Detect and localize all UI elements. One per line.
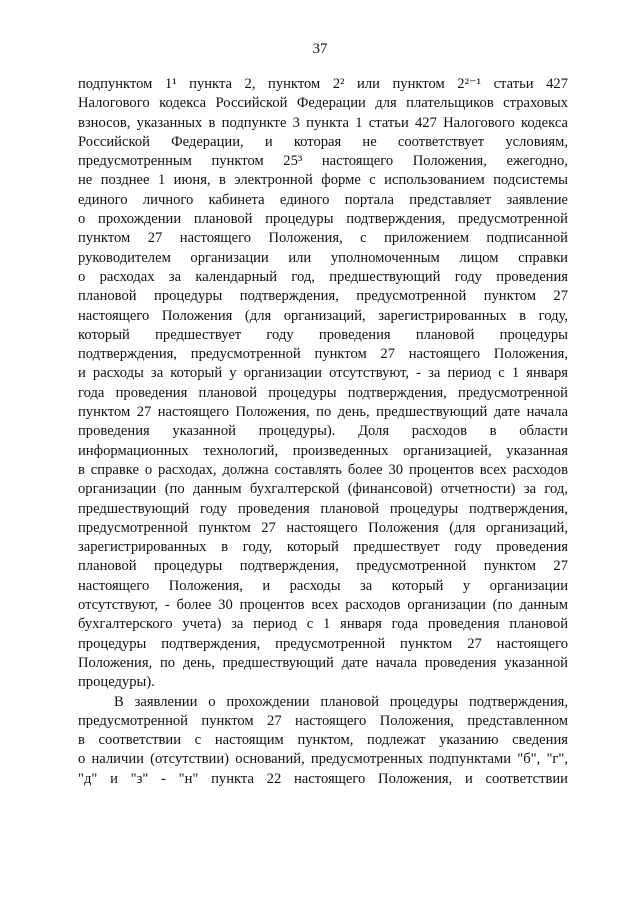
text-line: плановой процедуры подтверждения, предусмотренной пунктом 27 xyxy=(78,288,568,305)
page-number: 37 xyxy=(312,41,328,57)
text-line: настоящего Положения (для организаций, зарегистрированных в году, xyxy=(78,307,568,324)
text-line: руководителем организации или уполномоченным лицом справки xyxy=(78,249,568,266)
text-line: предшествующий году проведения плановой процедуры подтверждения, xyxy=(78,500,568,517)
text-line: плановой процедуры подтверждения, предусмотренной пунктом 27 xyxy=(78,558,568,575)
text-line: о прохождении плановой процедуры подтверждения, предусмотренной xyxy=(78,211,568,228)
text-line: процедуры). xyxy=(78,674,155,691)
body-text xyxy=(78,75,568,789)
text-line: который предшествует году проведения плановой процедуры xyxy=(78,326,568,343)
text-line: предусмотренной пунктом 27 настоящего Положения (для организаций, xyxy=(78,519,568,536)
paragraph-start-line: В заявлении о прохождении плановой процедуры подтверждения, xyxy=(114,693,568,710)
text-line: настоящего Положения, и расходы за который у организации xyxy=(78,577,568,594)
text-line: в соответствии с настоящим пунктом, подлежат указанию сведения xyxy=(78,732,568,749)
text-line: предусмотренным пунктом 25³ настоящего Положения, ежегодно, xyxy=(78,153,568,170)
text-line: пунктом 27 настоящего Положения, с приложением подписанной xyxy=(78,230,568,247)
text-line: зарегистрированных в году, который предшествует году проведения xyxy=(78,539,568,556)
text-line: организации (по данным бухгалтерской (финансовой) отчетности) за год, xyxy=(78,481,568,498)
text-line: проведения указанной процедуры). Доля расходов в области xyxy=(78,423,568,440)
text-line: "д" и "з" - "н" пункта 22 настоящего Положения, и соответствии xyxy=(78,770,568,787)
text-line: процедуры подтверждения, предусмотренной пунктом 27 настоящего xyxy=(78,635,568,652)
text-line: в справке о расходах, должна составлять более 30 процентов всех расходов xyxy=(78,461,568,478)
text-line: Налогового кодекса Российской Федерации для плательщиков страховых xyxy=(78,95,568,112)
text-line: единого личного кабинета единого портала представляет заявление xyxy=(78,191,568,208)
text-line: года проведения плановой процедуры подтверждения, предусмотренной xyxy=(78,384,568,401)
text-line: бухгалтерского учета) за период с 1 января года проведения плановой xyxy=(78,616,568,633)
text-line: о наличии (отсутствии) оснований, предусмотренных подпунктами "б", "г", xyxy=(78,751,568,768)
text-line: предусмотренной пунктом 27 настоящего Положения, представленном xyxy=(78,712,568,729)
text-line: подпунктом 1¹ пункта 2, пунктом 2² или пунктом 2²⁻¹ статьи 427 xyxy=(78,76,568,92)
text-line: Российской Федерации, и которая не соответствует условиям, xyxy=(78,133,568,150)
text-line: информационных технологий, произведенных организацией, указанная xyxy=(78,442,568,459)
text-line: Положения, по день, предшествующий дате начала проведения указанной xyxy=(78,654,568,671)
text-line: отсутствуют, - более 30 процентов всех расходов организации (по данным xyxy=(78,597,568,614)
text-line: пунктом 27 настоящего Положения, по день, предшествующий дате начала xyxy=(78,404,568,421)
text-line: подтверждения, предусмотренной пунктом 27 настоящего Положения, xyxy=(78,346,568,363)
text-line: не позднее 1 июня, в электронной форме с использованием подсистемы xyxy=(78,172,568,189)
text-line: и расходы за который у организации отсутствуют, - за период с 1 января xyxy=(78,365,568,382)
text-line: о расходах за календарный год, предшествующий году проведения xyxy=(78,268,568,285)
text-line: взносов, указанных в подпункте 3 пункта 1 статьи 427 Налогового кодекса xyxy=(78,114,568,131)
